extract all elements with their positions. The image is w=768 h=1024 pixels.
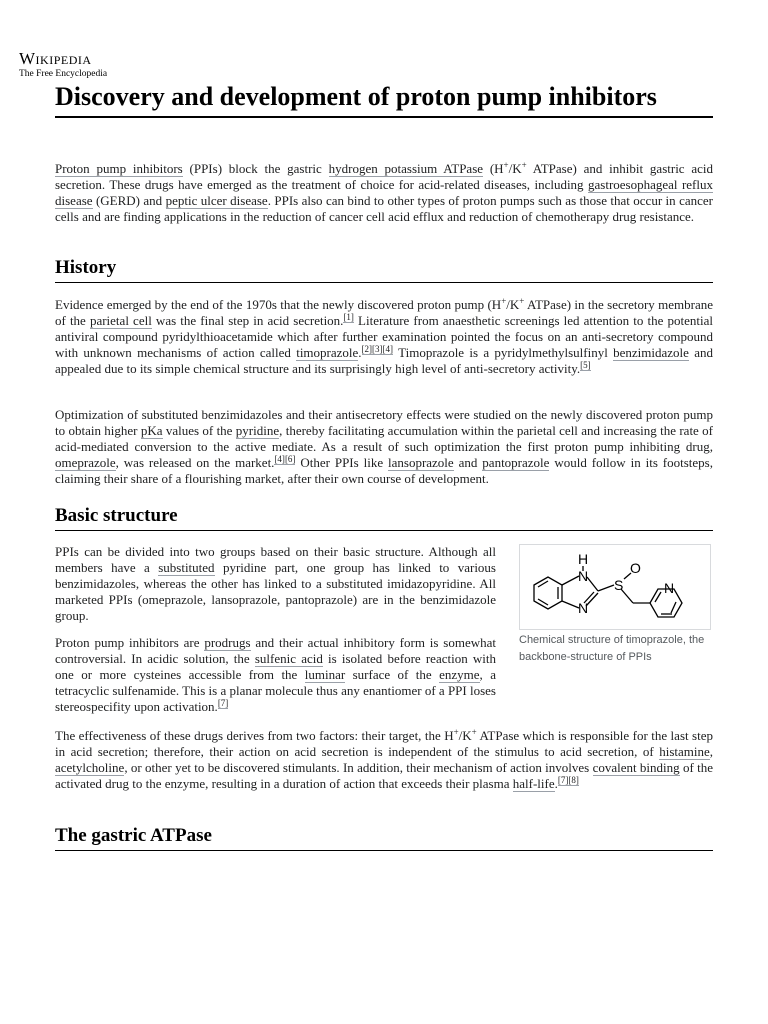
body-text: surface of the [345,667,440,682]
link-peptic-ulcer-disease[interactable]: peptic ulcer disease [165,193,268,208]
basic-structure-paragraph-1 [55,544,496,624]
intro-text: (H [483,161,504,176]
body-text: , thereby facilitating accumulation within the parietal cell and increasing the rate of acid-mediated conversion to the active mediate. As a result of such optimization the first proton pump inhibiting drug, [55,423,713,454]
body-text: . [358,345,362,360]
link-lansoprazole[interactable]: lansoprazole [388,455,454,470]
logo-wordmark: Wikipedia [19,49,92,68]
body-text: pyridine part, one group has linked to various benzimidazoles, whereas the other has linked to a substituted imidazopyridine. All marketed PPIs (omeprazole, lansoprazole, pantoprazole) are in the benzimidazole group. [55,560,496,623]
reference-link[interactable]: [3] [372,344,383,354]
timoprazole-structure-diagram [520,545,710,629]
reference-link[interactable]: [7] [217,698,229,708]
section-heading-gastric-atpase: The gastric ATPase [55,825,713,851]
intro-paragraph [55,161,713,225]
body-text: Timoprazole is a pyridylmethylsulfinyl [393,345,614,360]
superscript-plus: + [471,727,477,737]
superscript-plus: + [521,160,527,170]
intro-text: (GERD) and [92,193,166,208]
timoprazole-figure [519,544,711,666]
superscript-plus: + [501,296,507,306]
inner-bond [671,602,676,613]
reference-link[interactable]: [7] [557,775,569,785]
atom-label: N [578,568,589,584]
link-pka[interactable]: pKa [140,423,163,438]
section-heading-history: History [55,257,713,283]
reference-link[interactable]: [2] [361,344,373,354]
link-benzimidazole[interactable]: benzimidazole [613,345,689,360]
link-enzyme[interactable]: enzyme [439,667,480,682]
body-text: /K [458,728,472,743]
link-hydrogen-potassium-atpase[interactable]: hydrogen potassium ATPase [328,161,484,176]
body-text: . [554,776,558,791]
link-omeprazole[interactable]: omeprazole [55,455,116,470]
atom-label: S [614,577,624,593]
link-pantoprazole[interactable]: pantoprazole [482,455,550,470]
atom-label: N [578,600,589,616]
body-text: values of the [162,423,236,438]
reference-link[interactable]: [5] [580,360,591,370]
intro-text: /K [508,161,522,176]
figure-caption: Chemical structure of timoprazole, the backbone-structure of PPIs [519,634,705,663]
logo-tagline: The Free Encyclopedia [19,69,108,79]
body-text: Optimization of substituted benzimidazoles and their antisecretory effects were studied on the newly discovered proton pump to obtain higher [55,407,713,438]
body-text: would follow in its footsteps, claiming their share of a flourishing market, after their own course of development. [55,455,713,486]
sulfur-bond [598,585,614,591]
history-paragraph-2 [55,407,713,487]
body-text: Proton pump inhibitors are [55,635,205,650]
body-text: , a tetracyclic sulfenamide. This is a planar molecule thus any enantiomer of a PPI loses stereospecifity upon activation. [55,667,496,714]
reference-link[interactable]: [1] [343,312,354,322]
body-text: The effectiveness of these drugs derives from two factors: their target, the H [55,728,454,743]
intro-text: . PPIs also can bind to other types of proton pumps such as those that occur in cancer cells and are finding applications in the reduction of cancer cell acid efflux and reduction of chemotherapy drug resistance. [55,193,713,224]
section-heading-basic-structure: Basic structure [55,505,713,531]
body-text: ATPase) in the secretory membrane of the [55,297,714,328]
intro-text: (PPIs) block the gastric [182,161,329,176]
link-histamine[interactable]: histamine [659,744,710,759]
link-acetylcholine[interactable]: acetylcholine [55,760,125,775]
body-text: and appealed due to its simple chemical structure and its surprisingly high level of anti-secretory activity. [55,345,713,376]
chemical-structure-image[interactable] [519,544,711,630]
reference-link[interactable]: [6] [284,454,296,464]
intro-text: ATPase) and inhibit gastric acid secretion. These drugs have emerged as the treatment of choice for acid-related diseases, including [55,161,714,192]
body-text: and [453,455,483,470]
reference-link[interactable]: [4] [274,454,285,464]
page-title: Discovery and development of proton pump inhibitors [55,82,713,118]
link-covalent-binding[interactable]: covalent binding [592,760,680,775]
link-luminar[interactable]: luminar [304,667,346,682]
imidazole-bond [562,576,579,585]
superscript-plus: + [519,296,525,306]
link-sulfenic-acid[interactable]: sulfenic acid [254,651,323,666]
body-text: PPIs can be divided into two groups based on their basic structure. Although all members have a [55,544,496,575]
body-text: Other PPIs like [295,455,388,470]
body-text: is isolated before reaction with one or more cysteines accessible from the [55,651,496,682]
body-text: , was released on the market. [115,455,275,470]
atom-label: H [578,551,589,567]
imidazole-bond [587,577,598,591]
history-paragraph-1 [55,297,713,377]
body-text: of the activated drug to the enzyme, resulting in a duration of action that exceeds their plasma [55,760,714,791]
link-proton-pump-inhibitors[interactable]: Proton pump inhibitors [55,161,183,176]
body-text: and their actual inhibitory form is somewhat controversial. In acidic solution, the [55,635,496,666]
body-text: Evidence emerged by the end of the 1970s that the newly discovered proton pump (H [55,297,502,312]
link-timoprazole[interactable]: timoprazole [296,345,359,360]
superscript-plus: + [453,727,459,737]
body-text: Literature from anaesthetic screenings led attention to the potential antiviral compound pyridylthioacetamide which after further examination pointed the focus on an anti-secretory compound with unknown mechanisms of action called [55,313,713,360]
wikipedia-logo[interactable] [19,50,107,80]
body-text: was the final step in acid secretion. [151,313,344,328]
body-text: /K [506,297,520,312]
atom-label: N [664,580,675,596]
basic-structure-paragraph-2 [55,635,496,715]
superscript-plus: + [503,160,509,170]
link-pyridine[interactable]: pyridine [235,423,280,438]
basic-structure-paragraph-3 [55,728,713,792]
imidazole-bond [562,601,579,608]
reference-link[interactable]: [4] [382,344,394,354]
body-text: ATPase which is responsible for the last step in acid secretion; therefore, their action on acid secretion is independent of the stimulus to acid secretion, of [55,728,713,759]
reference-link[interactable]: [8] [568,775,579,785]
atom-label: O [630,560,641,576]
link-prodrugs[interactable]: prodrugs [204,635,251,650]
body-text: , or other yet to be discovered stimulants. In addition, their mechanism of action involves [124,760,593,775]
body-text: , [709,744,713,759]
link-parietal-cell[interactable]: parietal cell [89,313,152,328]
link-substituted[interactable]: substituted [158,560,215,575]
link-half-life[interactable]: half-life [512,776,555,791]
link-gerd[interactable]: gastroesophageal reflux disease [55,177,713,208]
